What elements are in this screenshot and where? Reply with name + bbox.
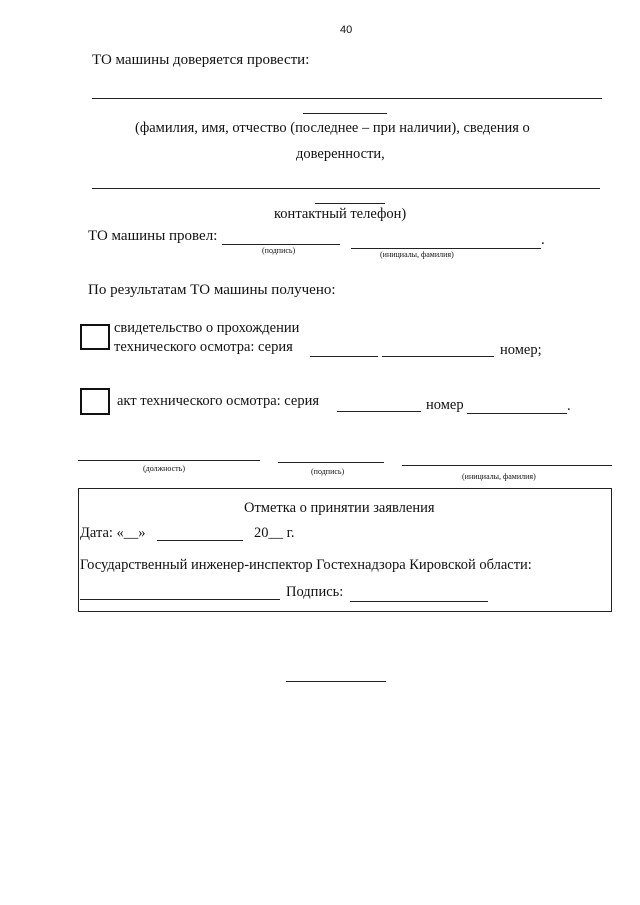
signature-line[interactable] (278, 462, 384, 463)
conducted-label: ТО машины провел: (88, 228, 218, 244)
acceptance-title: Отметка о принятии заявления (244, 500, 435, 516)
trusted-name-line[interactable] (92, 98, 602, 99)
trusted-phone-line[interactable] (92, 188, 600, 189)
results-label: По результатам ТО машины получено: (88, 282, 336, 298)
acceptance-year: 20__ г. (254, 525, 295, 541)
acceptance-date-line[interactable] (157, 540, 243, 541)
acceptance-signature-label: Подпись: (286, 584, 344, 600)
act-number-line[interactable] (467, 413, 567, 414)
trusted-caption-line2: доверенности, (296, 146, 385, 162)
name-line[interactable] (402, 465, 612, 466)
act-number-label: номер (426, 397, 464, 413)
position-caption: (должность) (143, 464, 185, 473)
page-number: 40 (340, 24, 353, 36)
acceptance-inspector-name-line[interactable] (80, 599, 280, 600)
act-end-dot: . (567, 398, 571, 414)
conducted-name-line[interactable] (351, 248, 541, 249)
closing-rule (286, 681, 386, 682)
position-line[interactable] (78, 460, 260, 461)
certificate-checkbox[interactable] (80, 324, 110, 350)
trusted-caption-phone: контактный телефон) (274, 206, 407, 222)
certificate-line1: свидетельство о прохождении (114, 320, 300, 336)
signature-caption: (подпись) (311, 467, 345, 476)
acceptance-inspector: Государственный инженер-инспектор Гостехнадзора Кировской области: (80, 557, 532, 573)
name-caption: (инициалы, фамилия) (462, 472, 536, 481)
certificate-line2: технического осмотра: серия (114, 339, 293, 355)
acceptance-date-prefix: Дата: «__» (80, 525, 146, 541)
act-checkbox[interactable] (80, 388, 110, 415)
certificate-number-line[interactable] (382, 356, 494, 357)
certificate-series-line[interactable] (310, 356, 378, 357)
conducted-end-dot: . (541, 232, 545, 248)
acceptance-signature-line[interactable] (350, 601, 488, 602)
conducted-name-caption: (инициалы, фамилия) (380, 250, 454, 259)
act-series-line[interactable] (337, 411, 421, 412)
footnote-rule (303, 113, 387, 114)
trusted-label: ТО машины доверяется провести: (92, 52, 310, 68)
certificate-number-label: номер; (500, 342, 542, 358)
footnote-rule-2 (315, 203, 385, 204)
act-series-label: акт технического осмотра: серия (117, 393, 320, 409)
trusted-caption-line1: (фамилия, имя, отчество (последнее – при наличии), сведения о (135, 120, 530, 136)
conducted-signature-caption: (подпись) (262, 246, 296, 255)
conducted-signature-line[interactable] (222, 244, 340, 245)
